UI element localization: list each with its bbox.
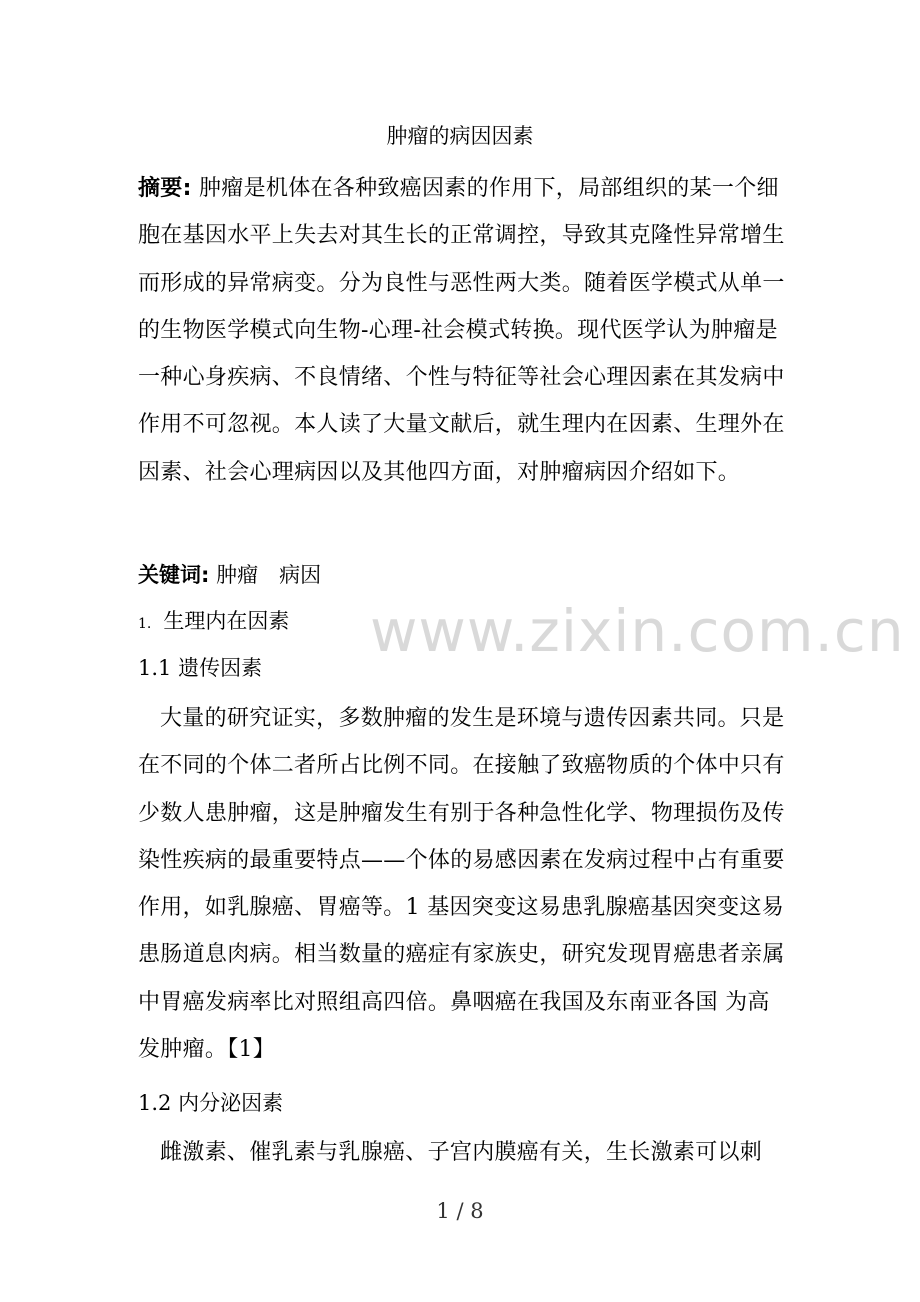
subsection-1-1-paragraph: 大量的研究证实，多数肿瘤的发生是环境与遗传因素共同。只是在不同的个体二者所占比例不同。在接触了致癌物质的个体中只有少数人患肿瘤，这是肿瘤发生有别于各种急性化学、物理损伤及传染性疾病的最重要特点——个体的易感因素在发病过程中占有重要作用，如乳腺癌、胃癌等。1 基因突变这易患乳腺癌基因突变这易患肠道息肉病。相当数量的癌症有家族史，研究发现胃癌患者亲属中胃癌发病率比对照组高四倍。鼻咽癌在我国及东南亚各国 为高发肿瘤。【1】 (138, 706, 785, 1063)
site-watermark: www.zixin.com.cn (370, 597, 905, 665)
document-title: 肿瘤的病因因素 (386, 124, 534, 148)
subsection-1-2-paragraph: 雌激素、催乳素与乳腺癌、子宫内膜癌有关，生长激素可以刺 (160, 1140, 763, 1165)
section-1-number: 1. (138, 616, 152, 632)
keywords-label: 关键词: (138, 563, 210, 587)
abstract-text: 肿瘤是机体在各种致癌因素的作用下，局部组织的某一个细胞在基因水平上失去对其生长的正常调控，导致其克隆性异常增生而形成的异常病变。分为良性与恶性两大类。随着医学模式从单一的生物医学模式向生物-心理-社会模式转换。现代医学认为肿瘤是一种心身疾病、不良情绪、个性与特征等社会心理因素在其发病中作用不可忽视。本人读了大量文献后，就生理内在因素、生理外在因素、社会心理病因以及其他四方面，对肿瘤病因介绍如下。 (138, 176, 785, 485)
subsection-1-2-heading: 1.2 内分泌因素 (138, 1091, 284, 1115)
abstract-label: 摘要: (138, 176, 192, 201)
abstract-paragraph (138, 165, 788, 496)
keywords-line (138, 560, 321, 590)
section-1-title: 生理内在因素 (163, 609, 290, 633)
page-indicator: 1 / 8 (436, 1199, 484, 1223)
section-1-heading (138, 606, 289, 639)
subsection-1-1-heading: 1.1 遗传因素 (138, 656, 263, 680)
keywords-text: 肿瘤 病因 (209, 563, 322, 587)
